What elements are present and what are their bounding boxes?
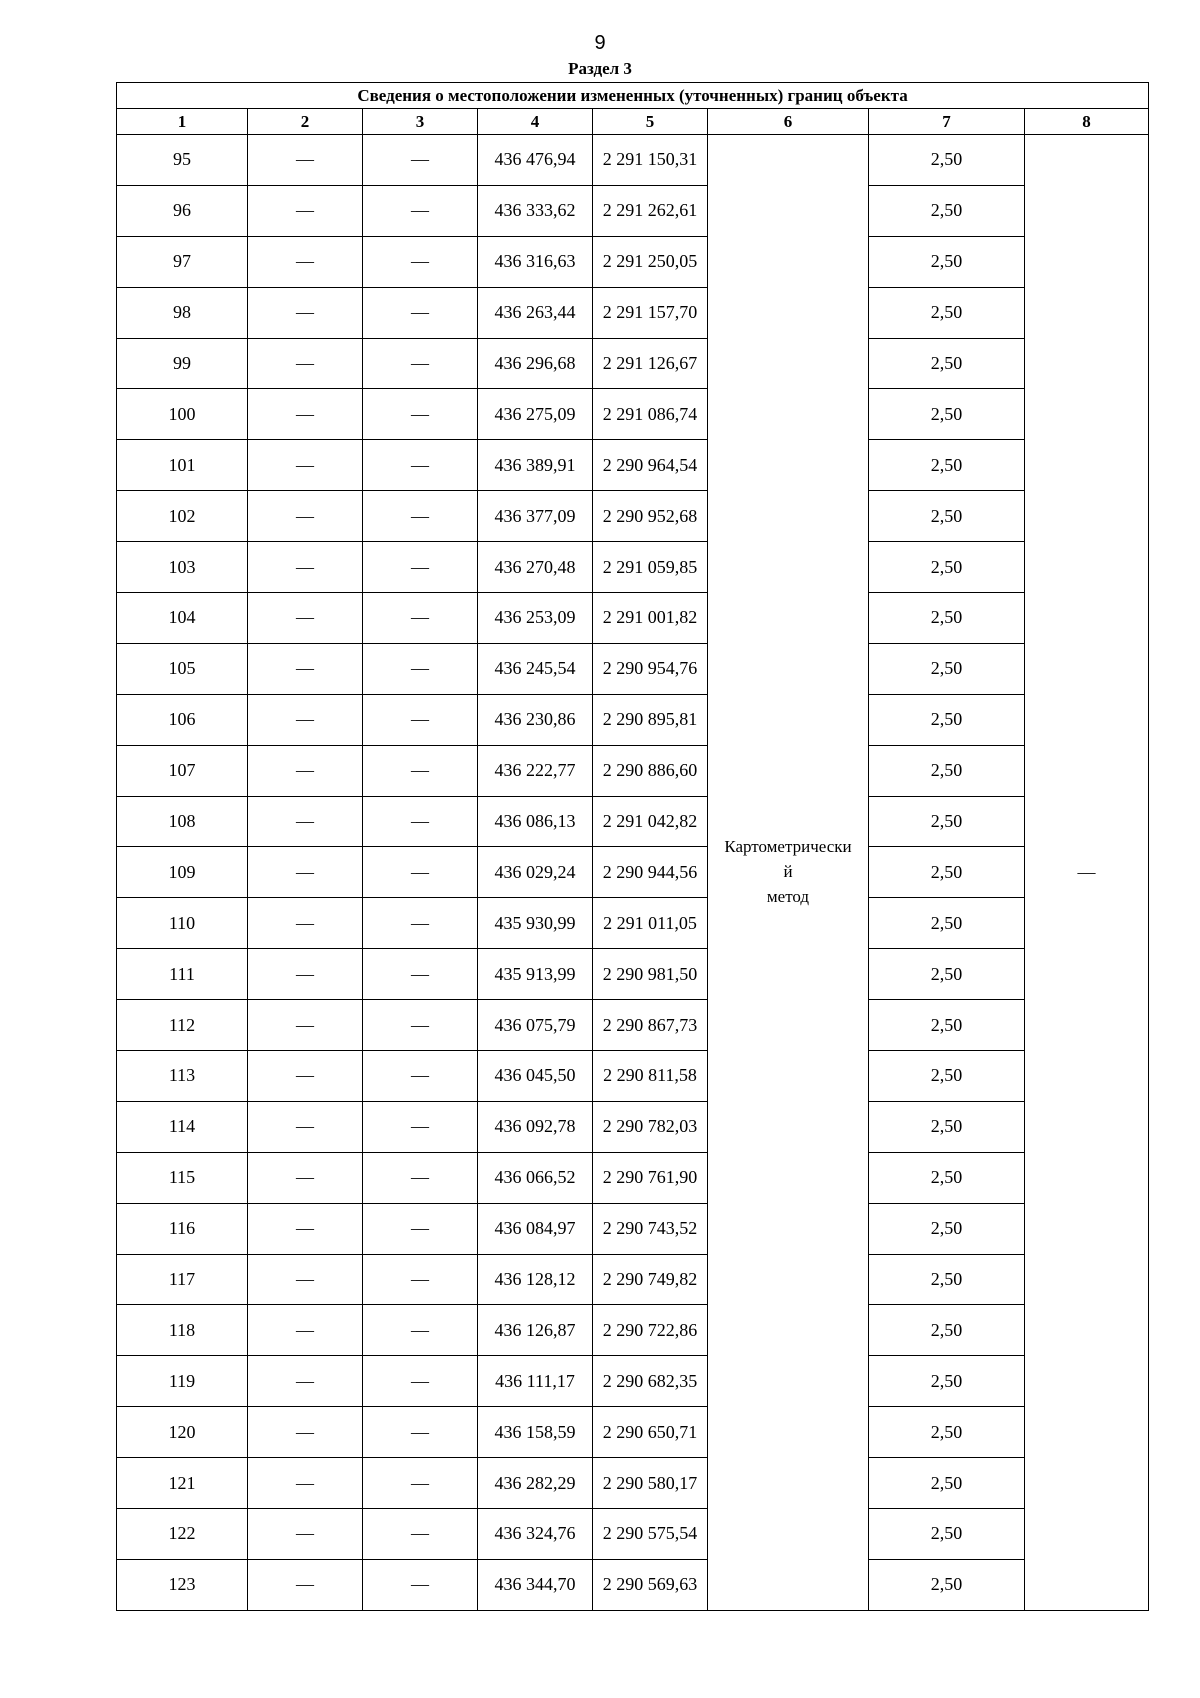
column-3-cell: — (363, 949, 478, 1000)
column-2-cell: — (248, 1254, 363, 1305)
column-2-cell: — (248, 1152, 363, 1203)
y-coordinate-cell: 2 290 575,54 (593, 1509, 708, 1560)
y-coordinate-cell: 2 291 157,70 (593, 287, 708, 338)
table-row (117, 694, 1149, 745)
column-3-cell: — (363, 1509, 478, 1560)
x-coordinate-cell: 436 092,78 (478, 1101, 593, 1152)
column-3-cell: — (363, 1000, 478, 1051)
accuracy-cell: 2,50 (869, 1407, 1025, 1458)
point-number-cell: 110 (117, 898, 248, 949)
point-number-cell: 111 (117, 949, 248, 1000)
accuracy-cell: 2,50 (869, 440, 1025, 491)
method-text-line: метод (766, 886, 810, 906)
table-row (117, 1305, 1149, 1356)
point-number-cell: 99 (117, 338, 248, 389)
x-coordinate-cell: 436 245,54 (478, 643, 593, 694)
y-coordinate-cell: 2 290 722,86 (593, 1305, 708, 1356)
column-2-cell: — (248, 236, 363, 287)
column-3-cell: — (363, 1152, 478, 1203)
column-2-cell: — (248, 338, 363, 389)
accuracy-cell: 2,50 (869, 491, 1025, 542)
table-row (117, 796, 1149, 847)
column-2-cell: — (248, 1203, 363, 1254)
method-text-line: Картометрически (724, 837, 852, 857)
point-number-cell: 106 (117, 694, 248, 745)
column-3-cell: — (363, 847, 478, 898)
column-2-cell: — (248, 796, 363, 847)
point-number-cell: 105 (117, 643, 248, 694)
accuracy-cell: 2,50 (869, 643, 1025, 694)
point-number-cell: 104 (117, 593, 248, 644)
column-2-cell: — (248, 542, 363, 593)
accuracy-cell: 2,50 (869, 694, 1025, 745)
table-row (117, 1101, 1149, 1152)
y-coordinate-cell: 2 291 150,31 (593, 135, 708, 186)
accuracy-cell: 2,50 (869, 135, 1025, 186)
point-number-cell: 108 (117, 796, 248, 847)
column-3-cell: — (363, 593, 478, 644)
accuracy-cell: 2,50 (869, 236, 1025, 287)
y-coordinate-cell: 2 290 895,81 (593, 694, 708, 745)
x-coordinate-cell: 436 324,76 (478, 1509, 593, 1560)
column-header-5: 5 (593, 109, 708, 135)
column-3-cell: — (363, 1356, 478, 1407)
y-coordinate-cell: 2 290 867,73 (593, 1000, 708, 1051)
accuracy-cell: 2,50 (869, 1203, 1025, 1254)
x-coordinate-cell: 436 476,94 (478, 135, 593, 186)
point-number-cell: 121 (117, 1458, 248, 1509)
column-2-cell: — (248, 593, 363, 644)
point-number-cell: 113 (117, 1051, 248, 1102)
x-coordinate-cell: 436 126,87 (478, 1305, 593, 1356)
accuracy-cell: 2,50 (869, 1458, 1025, 1509)
y-coordinate-cell: 2 290 580,17 (593, 1458, 708, 1509)
column-2-cell: — (248, 1051, 363, 1102)
column-3-cell: — (363, 898, 478, 949)
y-coordinate-cell: 2 290 749,82 (593, 1254, 708, 1305)
method-text-line: й (783, 862, 793, 882)
y-coordinate-cell: 2 290 782,03 (593, 1101, 708, 1152)
x-coordinate-cell: 436 296,68 (478, 338, 593, 389)
column-3-cell: — (363, 1305, 478, 1356)
column-2-cell: — (248, 1000, 363, 1051)
y-coordinate-cell: 2 290 682,35 (593, 1356, 708, 1407)
accuracy-cell: 2,50 (869, 1000, 1025, 1051)
accuracy-cell: 2,50 (869, 287, 1025, 338)
column-3-cell: — (363, 643, 478, 694)
y-coordinate-cell: 2 291 001,82 (593, 593, 708, 644)
column-2-cell: — (248, 847, 363, 898)
point-number-cell: 101 (117, 440, 248, 491)
column-2-cell: — (248, 440, 363, 491)
column-header-1: 1 (117, 109, 248, 135)
x-coordinate-cell: 436 075,79 (478, 1000, 593, 1051)
y-coordinate-cell: 2 290 811,58 (593, 1051, 708, 1102)
x-coordinate-cell: 436 029,24 (478, 847, 593, 898)
accuracy-cell: 2,50 (869, 1509, 1025, 1560)
column-2-cell: — (248, 135, 363, 186)
y-coordinate-cell: 2 290 743,52 (593, 1203, 708, 1254)
x-coordinate-cell: 436 275,09 (478, 389, 593, 440)
x-coordinate-cell: 436 389,91 (478, 440, 593, 491)
y-coordinate-cell: 2 290 944,56 (593, 847, 708, 898)
table-row (117, 1051, 1149, 1102)
point-number-cell: 107 (117, 745, 248, 796)
column-2-cell: — (248, 185, 363, 236)
table-row (117, 643, 1149, 694)
table-row (117, 1559, 1149, 1610)
y-coordinate-cell: 2 290 650,71 (593, 1407, 708, 1458)
page-number: 9 (594, 32, 606, 54)
point-number-cell: 115 (117, 1152, 248, 1203)
x-coordinate-cell: 436 377,09 (478, 491, 593, 542)
column-3-cell: — (363, 1458, 478, 1509)
accuracy-cell: 2,50 (869, 1305, 1025, 1356)
column-header-4: 4 (478, 109, 593, 135)
column-2-cell: — (248, 1559, 363, 1610)
table-row (117, 1407, 1149, 1458)
x-coordinate-cell: 436 045,50 (478, 1051, 593, 1102)
accuracy-cell: 2,50 (869, 185, 1025, 236)
table-row (117, 440, 1149, 491)
column-2-cell: — (248, 491, 363, 542)
y-coordinate-cell: 2 291 250,05 (593, 236, 708, 287)
x-coordinate-cell: 436 084,97 (478, 1203, 593, 1254)
column-2-cell: — (248, 389, 363, 440)
point-number-cell: 112 (117, 1000, 248, 1051)
x-coordinate-cell: 436 263,44 (478, 287, 593, 338)
x-coordinate-cell: 436 086,13 (478, 796, 593, 847)
table-row (117, 745, 1149, 796)
column-3-cell: — (363, 542, 478, 593)
table-row (117, 1458, 1149, 1509)
table-row (117, 491, 1149, 542)
column-2-cell: — (248, 643, 363, 694)
table-row (117, 1203, 1149, 1254)
accuracy-cell: 2,50 (869, 949, 1025, 1000)
column-3-cell: — (363, 796, 478, 847)
point-number-cell: 97 (117, 236, 248, 287)
y-coordinate-cell: 2 290 761,90 (593, 1152, 708, 1203)
x-coordinate-cell: 436 111,17 (478, 1356, 593, 1407)
x-coordinate-cell: 435 913,99 (478, 949, 593, 1000)
x-coordinate-cell: 436 344,70 (478, 1559, 593, 1610)
accuracy-cell: 2,50 (869, 745, 1025, 796)
column-2-cell: — (248, 1458, 363, 1509)
accuracy-cell: 2,50 (869, 1559, 1025, 1610)
y-coordinate-cell: 2 290 954,76 (593, 643, 708, 694)
column-2-cell: — (248, 1407, 363, 1458)
column-2-cell: — (248, 745, 363, 796)
column-2-cell: — (248, 949, 363, 1000)
x-coordinate-cell: 436 158,59 (478, 1407, 593, 1458)
column-3-cell: — (363, 440, 478, 491)
table-row (117, 389, 1149, 440)
point-number-cell: 116 (117, 1203, 248, 1254)
x-coordinate-cell: 436 333,62 (478, 185, 593, 236)
column-3-cell: — (363, 1101, 478, 1152)
y-coordinate-cell: 2 291 126,67 (593, 338, 708, 389)
y-coordinate-cell: 2 290 981,50 (593, 949, 708, 1000)
table-row (117, 185, 1149, 236)
x-coordinate-cell: 436 253,09 (478, 593, 593, 644)
y-coordinate-cell: 2 290 569,63 (593, 1559, 708, 1610)
table-row (117, 287, 1149, 338)
column-header-3: 3 (363, 109, 478, 135)
table-row (117, 542, 1149, 593)
point-number-cell: 100 (117, 389, 248, 440)
table-row (117, 236, 1149, 287)
column-3-cell: — (363, 491, 478, 542)
column-2-cell: — (248, 1356, 363, 1407)
table-body (117, 135, 1149, 1611)
point-number-cell: 122 (117, 1509, 248, 1560)
table-row (117, 1254, 1149, 1305)
table-row (117, 593, 1149, 644)
point-number-cell: 96 (117, 185, 248, 236)
column-header-2: 2 (248, 109, 363, 135)
x-coordinate-cell: 436 222,77 (478, 745, 593, 796)
column-2-cell: — (248, 898, 363, 949)
column-2-cell: — (248, 1101, 363, 1152)
accuracy-cell: 2,50 (869, 389, 1025, 440)
column-header-row (117, 109, 1149, 135)
y-coordinate-cell: 2 290 886,60 (593, 745, 708, 796)
x-coordinate-cell: 436 230,86 (478, 694, 593, 745)
point-number-cell: 109 (117, 847, 248, 898)
column-3-cell: — (363, 135, 478, 186)
table-caption: Сведения о местоположении измененных (уточненных) границ объекта (117, 83, 1149, 109)
accuracy-cell: 2,50 (869, 338, 1025, 389)
column-8-cell: — (1025, 135, 1149, 1611)
column-header-7: 7 (869, 109, 1025, 135)
table-row (117, 1000, 1149, 1051)
column-3-cell: — (363, 694, 478, 745)
column-3-cell: — (363, 1203, 478, 1254)
column-2-cell: — (248, 287, 363, 338)
accuracy-cell: 2,50 (869, 1051, 1025, 1102)
table-row (117, 1152, 1149, 1203)
y-coordinate-cell: 2 291 059,85 (593, 542, 708, 593)
point-number-cell: 103 (117, 542, 248, 593)
point-number-cell: 102 (117, 491, 248, 542)
column-3-cell: — (363, 287, 478, 338)
point-number-cell: 118 (117, 1305, 248, 1356)
y-coordinate-cell: 2 291 011,05 (593, 898, 708, 949)
column-3-cell: — (363, 745, 478, 796)
table-row (117, 1509, 1149, 1560)
y-coordinate-cell: 2 291 086,74 (593, 389, 708, 440)
point-number-cell: 114 (117, 1101, 248, 1152)
x-coordinate-cell: 436 128,12 (478, 1254, 593, 1305)
column-3-cell: — (363, 185, 478, 236)
accuracy-cell: 2,50 (869, 796, 1025, 847)
boundary-coordinates-table (116, 82, 1149, 1611)
method-cell (708, 135, 869, 1611)
column-3-cell: — (363, 389, 478, 440)
accuracy-cell: 2,50 (869, 847, 1025, 898)
y-coordinate-cell: 2 290 952,68 (593, 491, 708, 542)
point-number-cell: 117 (117, 1254, 248, 1305)
point-number-cell: 98 (117, 287, 248, 338)
y-coordinate-cell: 2 291 262,61 (593, 185, 708, 236)
accuracy-cell: 2,50 (869, 593, 1025, 644)
accuracy-cell: 2,50 (869, 542, 1025, 593)
point-number-cell: 95 (117, 135, 248, 186)
accuracy-cell: 2,50 (869, 1254, 1025, 1305)
column-2-cell: — (248, 694, 363, 745)
accuracy-cell: 2,50 (869, 1152, 1025, 1203)
column-3-cell: — (363, 1051, 478, 1102)
column-3-cell: — (363, 338, 478, 389)
table-row (117, 898, 1149, 949)
point-number-cell: 119 (117, 1356, 248, 1407)
accuracy-cell: 2,50 (869, 1356, 1025, 1407)
table-row (117, 1356, 1149, 1407)
x-coordinate-cell: 436 316,63 (478, 236, 593, 287)
column-header-8: 8 (1025, 109, 1149, 135)
x-coordinate-cell: 435 930,99 (478, 898, 593, 949)
x-coordinate-cell: 436 282,29 (478, 1458, 593, 1509)
column-header-6: 6 (708, 109, 869, 135)
section-title: Раздел 3 (568, 59, 632, 78)
table-row (117, 847, 1149, 898)
column-3-cell: — (363, 236, 478, 287)
x-coordinate-cell: 436 066,52 (478, 1152, 593, 1203)
column-2-cell: — (248, 1305, 363, 1356)
point-number-cell: 120 (117, 1407, 248, 1458)
x-coordinate-cell: 436 270,48 (478, 542, 593, 593)
table-row (117, 135, 1149, 186)
point-number-cell: 123 (117, 1559, 248, 1610)
y-coordinate-cell: 2 291 042,82 (593, 796, 708, 847)
table-row (117, 949, 1149, 1000)
column-2-cell: — (248, 1509, 363, 1560)
column-3-cell: — (363, 1559, 478, 1610)
accuracy-cell: 2,50 (869, 1101, 1025, 1152)
accuracy-cell: 2,50 (869, 898, 1025, 949)
table-row (117, 338, 1149, 389)
column-3-cell: — (363, 1254, 478, 1305)
y-coordinate-cell: 2 290 964,54 (593, 440, 708, 491)
column-3-cell: — (363, 1407, 478, 1458)
